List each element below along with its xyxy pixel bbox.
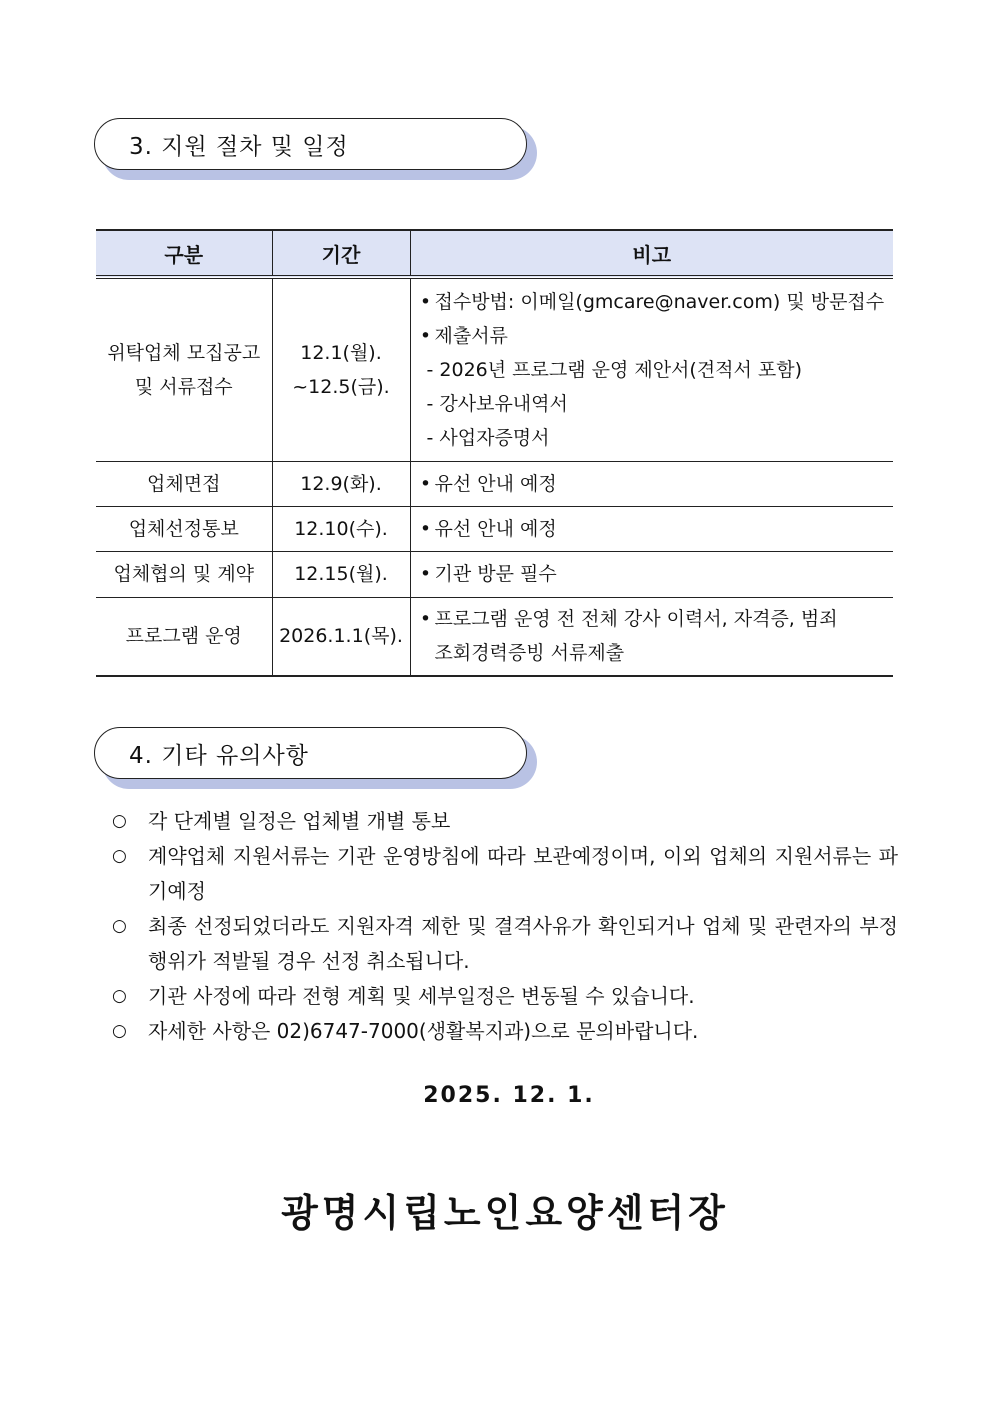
list-item: [112, 804, 898, 839]
list-item: [112, 909, 898, 979]
notes-cell: [410, 277, 893, 461]
category-cell: 업체면접: [96, 461, 272, 506]
category-cell: 프로그램 운영: [96, 597, 272, 676]
section3-title: 3. 지원 절차 및 일정: [94, 118, 527, 170]
note-text: [435, 602, 838, 670]
circle-bullet-icon: ○: [112, 1021, 127, 1041]
circle-bullet-icon: ○: [112, 986, 127, 1006]
notice-list: [112, 804, 898, 1049]
notice-text: 기관 사정에 따라 전형 계획 및 세부일정은 변동될 수 있습니다.: [148, 984, 695, 1008]
note-text: 유선 안내 예정: [434, 517, 557, 540]
table-header-row: [96, 230, 893, 277]
section4-header: [94, 727, 529, 781]
category-line: 및 서류접수: [134, 375, 233, 398]
category-line: 위탁업체 모집공고: [107, 341, 261, 364]
notes-cell: [410, 461, 893, 506]
header-period: 기간: [272, 230, 410, 277]
notes-cell: [410, 551, 893, 597]
table-row: [96, 597, 893, 676]
notice-text: 최종 선정되었더라도 지원자격 제한 및 결격사유가 확인되거나 업체 및 관련자의 부정행위가 적발될 경우 선정 취소됩니다.: [148, 914, 898, 973]
bullet-icon: •: [419, 608, 432, 631]
table-row: [96, 461, 893, 506]
note-bullet: [417, 557, 890, 591]
organization-name: 광명시립노인요양센터장: [281, 1191, 729, 1235]
note-line: 조회경력증빙 서류제출: [434, 642, 625, 665]
header-category: 구분: [96, 230, 272, 277]
schedule-table: [96, 229, 893, 677]
period-line: 12.1(월).: [300, 341, 382, 364]
list-item: [112, 839, 898, 909]
notice-text: 계약업체 지원서류는 기관 운영방침에 따라 보관예정이며, 이외 업체의 지원서류는 파기예정: [148, 844, 898, 903]
circle-bullet-icon: ○: [112, 811, 127, 831]
note-bullet: [417, 285, 890, 319]
bullet-icon: •: [419, 324, 432, 347]
note-text: 기관 방문 필수: [434, 563, 557, 585]
category-cell: 업체협의 및 계약: [96, 551, 272, 597]
note-text: 접수방법: 이메일(gmcare@naver.com) 및 방문접수: [434, 290, 885, 313]
notes-cell: [410, 597, 893, 676]
note-sub-item: - 강사보유내역서: [426, 392, 568, 415]
note-bullet: [417, 319, 890, 353]
list-item: [112, 979, 898, 1014]
circle-bullet-icon: ○: [112, 916, 127, 936]
note-bullet: [417, 467, 890, 501]
period-cell: 2026.1.1(목).: [272, 597, 410, 676]
note-sub-item: - 2026년 프로그램 운영 제안서(견적서 포함): [426, 358, 803, 381]
table-row: [96, 277, 893, 461]
note-bullet: [417, 512, 890, 546]
period-line: ~12.5(금).: [292, 375, 390, 398]
list-item: [112, 1014, 898, 1049]
section4-title: 4. 기타 유의사항: [94, 727, 527, 779]
period-cell: 12.10(수).: [272, 506, 410, 551]
category-cell: [96, 277, 272, 461]
period-cell: 12.9(화).: [272, 461, 410, 506]
notice-text: 자세한 사항은 02)6747-7000(생활복지과)으로 문의바랍니다.: [148, 1019, 699, 1043]
period-cell: [272, 277, 410, 461]
period-cell: 12.15(월).: [272, 551, 410, 597]
note-bullet: [417, 602, 890, 670]
note-text: 제출서류: [434, 324, 508, 347]
note-line: 프로그램 운영 전 전체 강사 이력서, 자격증, 범죄: [434, 608, 838, 631]
note-text: 유선 안내 예정: [434, 472, 557, 495]
table-row: [96, 551, 893, 597]
section3-header: [94, 118, 529, 172]
document-date: 2025. 12. 1.: [423, 1083, 595, 1108]
bullet-icon: •: [419, 472, 432, 495]
bullet-icon: •: [419, 517, 432, 540]
notes-cell: [410, 506, 893, 551]
bullet-icon: •: [419, 290, 432, 313]
notice-text: 각 단계별 일정은 업체별 개별 통보: [148, 809, 451, 833]
header-notes: 비고: [410, 230, 893, 277]
category-cell: 업체선정통보: [96, 506, 272, 551]
bullet-icon: •: [419, 563, 432, 585]
note-sub-item: - 사업자증명서: [426, 426, 550, 449]
table-row: [96, 506, 893, 551]
circle-bullet-icon: ○: [112, 846, 127, 866]
